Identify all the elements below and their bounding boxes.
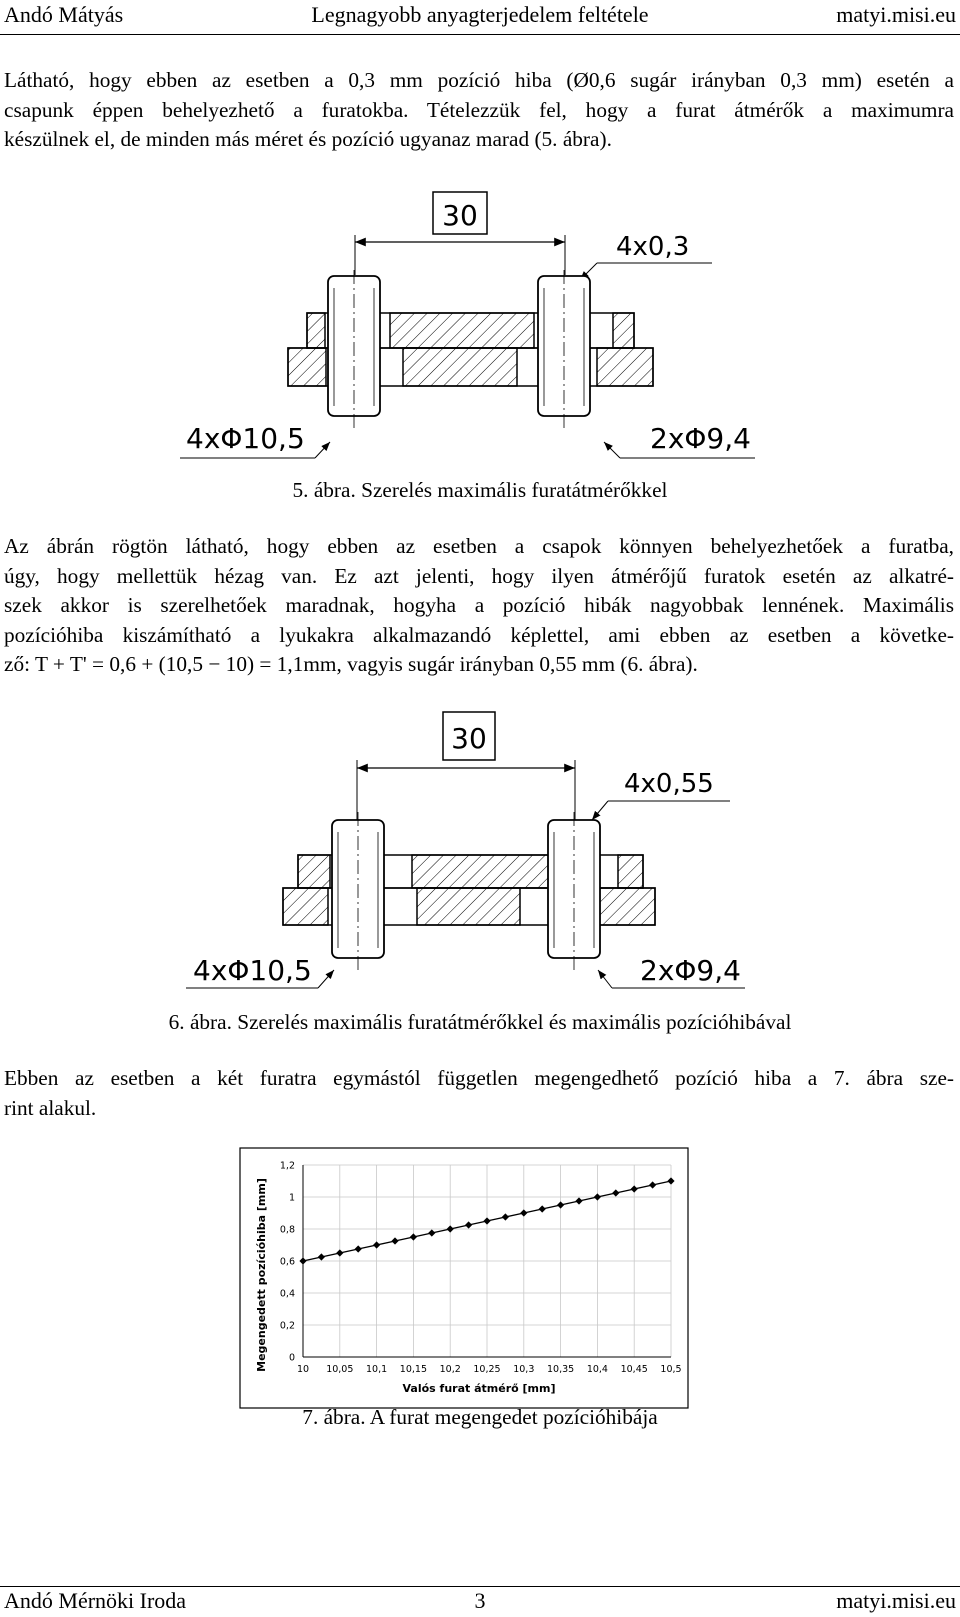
y-tick-label: 0,6	[279, 1256, 295, 1268]
lower-plate-section	[403, 348, 517, 386]
lower-plate-section	[288, 348, 326, 386]
text-line: csapunk éppen behelyezhető a furatokba. Tételezzük fel, hogy a furat átmérők a maximumra	[4, 97, 954, 122]
text-fragment: ző:	[4, 652, 35, 676]
x-tick-label: 10,05	[326, 1364, 354, 1375]
text-line	[4, 650, 954, 680]
figure-6-caption: 6. ábra. Szerelés maximális furatátmérőkkel és maximális pozícióhibával	[168, 1010, 792, 1034]
leader-line	[592, 801, 608, 820]
upper-plate-section	[618, 855, 643, 888]
text-line: Ebben az esetben a két furatra egymástól független megengedhető pozíció hiba a 7. ábra sze-	[4, 1066, 954, 1090]
dim-right-bottom-label: 2xΦ9,4	[640, 954, 741, 987]
figure-7-chart	[239, 1147, 689, 1409]
lower-plate-section	[283, 888, 328, 925]
text-line: készülnek el, de minden más méret és pozíció ugyanaz marad (5. ábra).	[4, 127, 612, 151]
x-tick-label: 10,45	[620, 1364, 648, 1375]
leader-line	[598, 970, 612, 988]
dim-left-bottom-label: 4xΦ10,5	[193, 954, 312, 987]
header-title: Legnagyobb anyagterjedelem feltétele	[311, 2, 649, 27]
header-author: Andó Mátyás	[4, 2, 124, 27]
x-tick-label: 10,3	[513, 1364, 535, 1375]
text-fragment: mm, vagyis sugár irányban 0,55 mm (6. ábra).	[303, 652, 698, 676]
y-axis-label: Megengedett pozícióhiba [mm]	[255, 1178, 268, 1372]
dim-right-label: 4x0,55	[624, 769, 714, 799]
dim-top-label: 30	[442, 199, 478, 232]
x-tick-label: 10,2	[439, 1364, 461, 1375]
y-tick-label: 1	[288, 1192, 295, 1204]
upper-plate-section	[390, 313, 534, 348]
text-line: úgy, hogy mellettük hézag van. Ez azt jelenti, hogy ilyen átmérőjű furatok esetén az alkatré-	[4, 563, 954, 588]
leader-line	[315, 442, 330, 458]
upper-plate-section	[307, 313, 325, 348]
text-line: Az ábrán rögtön látható, hogy ebben az esetben a csapok könnyen behelyezhetőek a furatba,	[4, 534, 954, 558]
text-line: Látható, hogy ebben az esetben a 0,3 mm pozíció hiba (Ø0,6 sugár irányban 0,3 mm) esetén a	[4, 68, 954, 92]
x-axis-label: Valós furat átmérő [mm]	[402, 1382, 556, 1395]
x-tick-label: 10,25	[473, 1364, 501, 1375]
dim-right-label: 4x0,3	[616, 232, 690, 262]
x-tick-label: 10,35	[546, 1364, 575, 1375]
text-line: pozícióhiba kiszámítható a lyukakra alkalmazandó képlettel, ami ebben az esetben a követke-	[4, 622, 954, 647]
equation: T + T' = 0,6 + (10,5 − 10) = 1,1	[34, 652, 304, 676]
lower-plate-section	[597, 348, 653, 386]
figure-6-drawing	[0, 700, 960, 1000]
dim-left-bottom-label: 4xΦ10,5	[186, 422, 305, 455]
header-site: matyi.misi.eu	[836, 2, 956, 27]
paragraph-1	[4, 66, 954, 155]
upper-plate-section	[613, 313, 634, 348]
footer-page-number: 3	[474, 1588, 486, 1613]
dim-top-label: 30	[451, 722, 487, 755]
page-header	[0, 2, 960, 28]
x-tick-label: 10	[296, 1364, 310, 1375]
footer-rule	[0, 1586, 960, 1587]
y-tick-label: 0,2	[279, 1320, 295, 1332]
y-tick-label: 0	[288, 1352, 295, 1364]
y-tick-label: 0,8	[279, 1224, 295, 1236]
dim-right-bottom-label: 2xΦ9,4	[650, 422, 751, 455]
text-line: szek akkor is szerelhetőek maradnak, hogyha a pozíció hibák nagyobbak lennének. Maximális	[4, 593, 954, 617]
leader-line	[318, 970, 334, 988]
leader-line	[604, 442, 620, 458]
footer-site: matyi.misi.eu	[836, 1588, 956, 1613]
paragraph-2	[4, 532, 954, 680]
lower-plate-section	[598, 888, 655, 925]
page-footer	[0, 1588, 960, 1614]
x-tick-label: 10,15	[399, 1364, 428, 1375]
header-rule	[0, 34, 960, 35]
y-tick-label: 0,4	[279, 1288, 295, 1300]
x-tick-label: 10,1	[366, 1364, 388, 1375]
figure-5-drawing	[0, 180, 960, 480]
figure-5-caption: 5. ábra. Szerelés maximális furatátmérőkkel	[292, 478, 668, 502]
footer-company: Andó Mérnöki Iroda	[4, 1588, 187, 1613]
text-line: rint alakul.	[4, 1095, 97, 1120]
upper-plate-section	[412, 855, 550, 888]
figure-7-caption: 7. ábra. A furat megengedet pozícióhibája	[302, 1405, 658, 1429]
y-tick-label: 1,2	[279, 1160, 295, 1172]
paragraph-3	[4, 1064, 954, 1123]
x-tick-label: 10,4	[586, 1364, 608, 1375]
x-tick-label: 10,5	[660, 1364, 682, 1375]
lower-plate-section	[417, 888, 520, 925]
upper-plate-section	[298, 855, 330, 888]
